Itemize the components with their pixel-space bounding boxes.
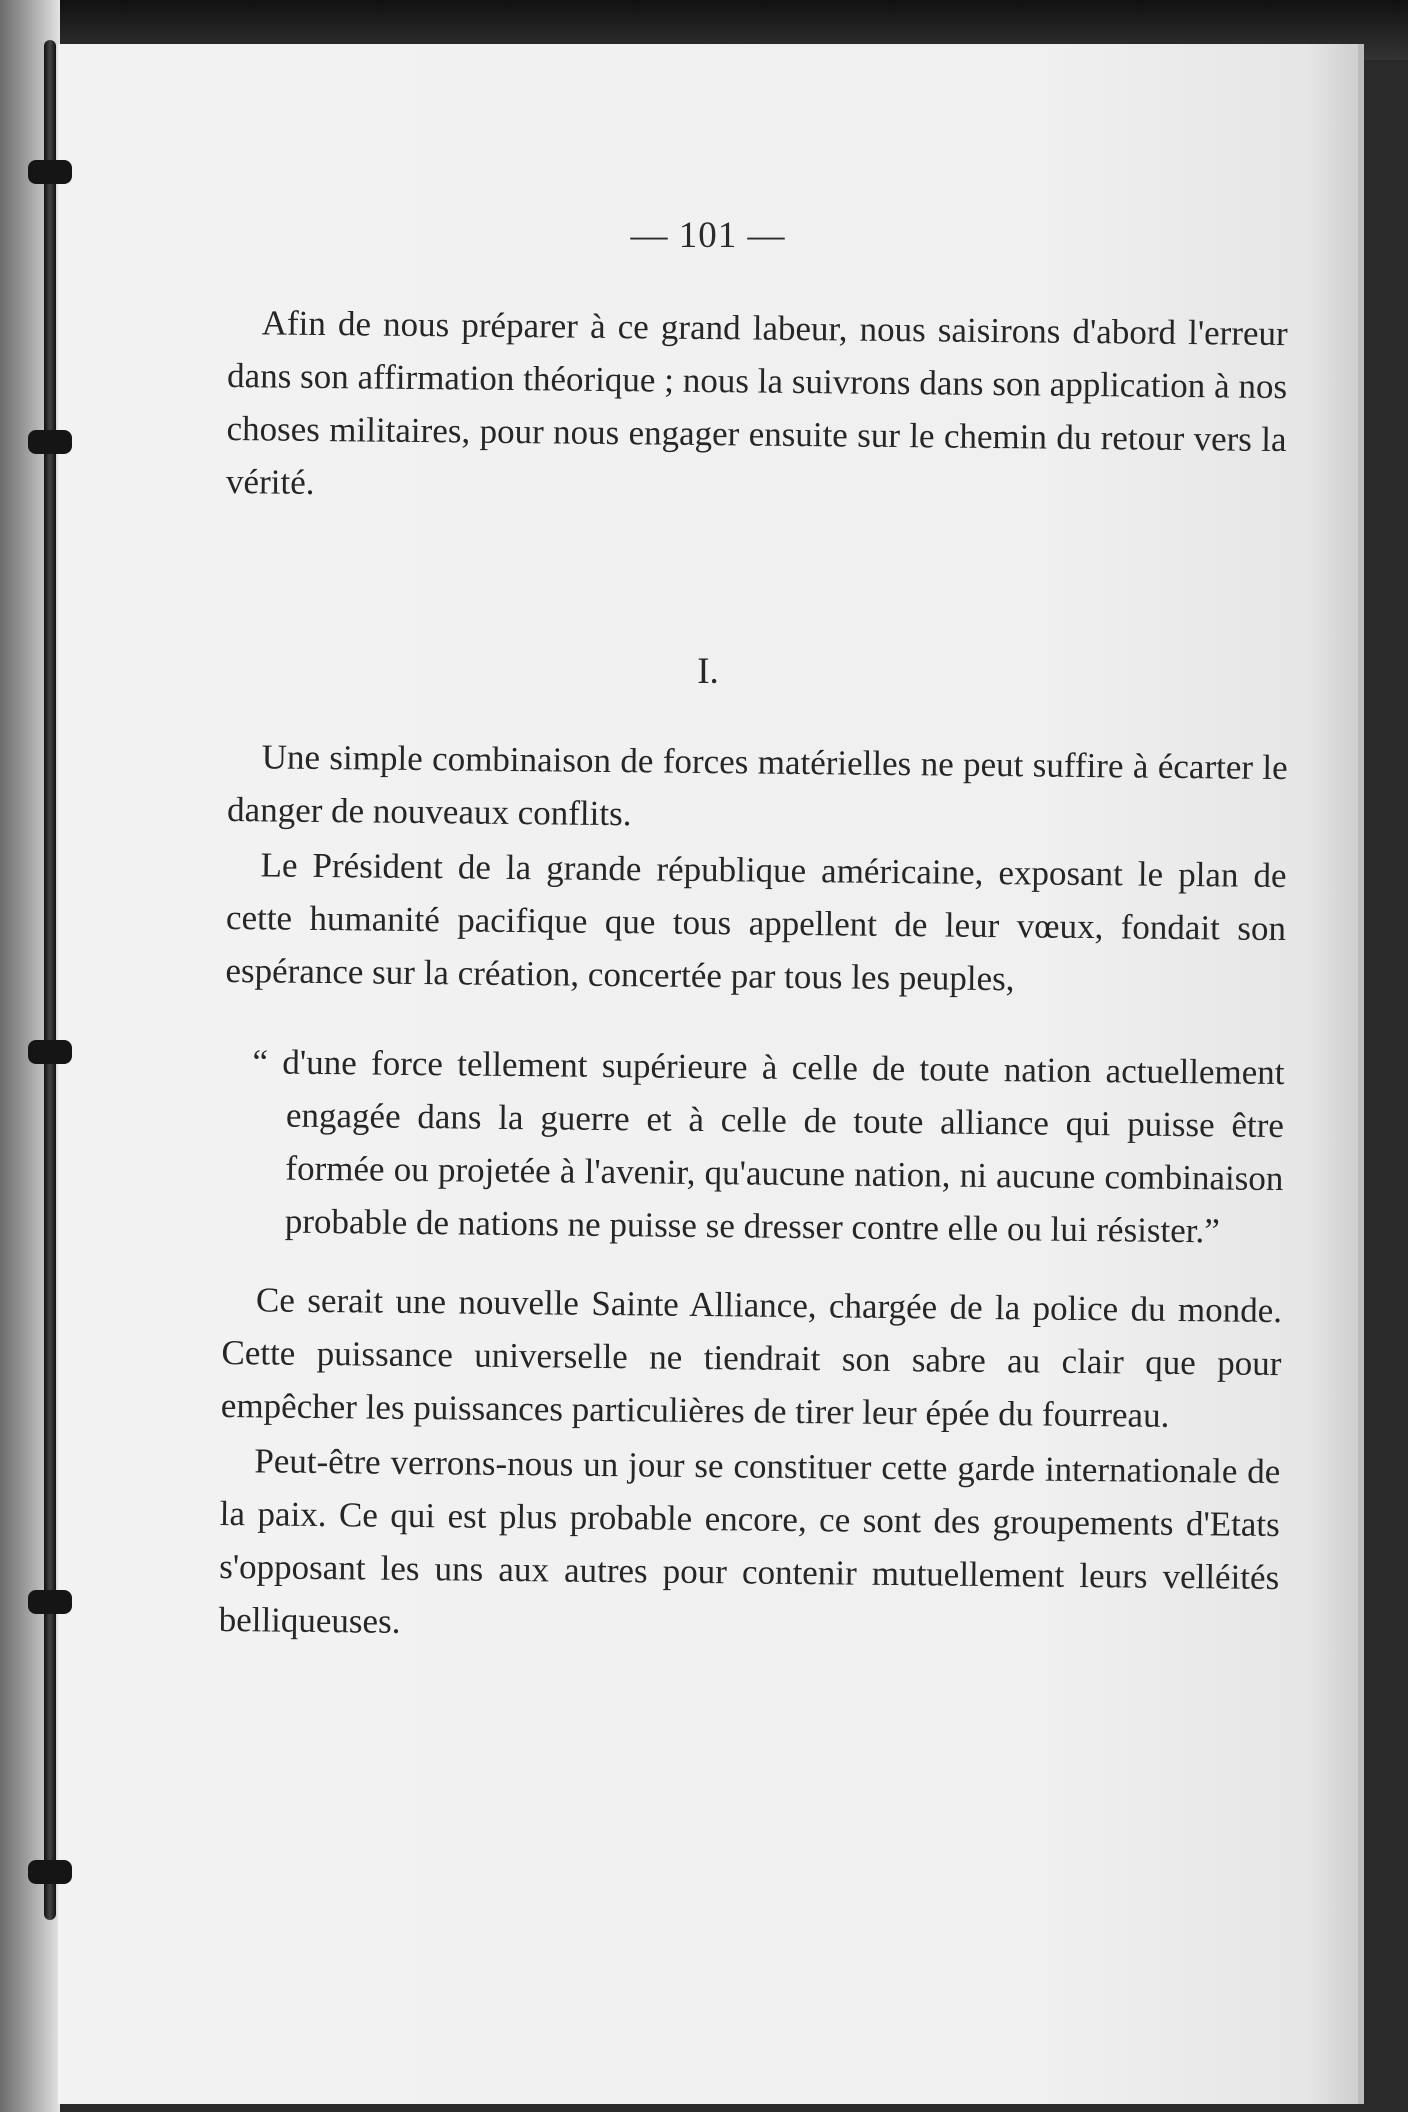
intro-text-block xyxy=(226,296,1288,521)
binding-stitch xyxy=(28,1590,72,1614)
binding-stitch xyxy=(28,160,72,184)
binding-stitch xyxy=(28,430,72,454)
section-heading: I. xyxy=(697,651,719,692)
binding-stitch xyxy=(28,1040,72,1064)
binding-stitch xyxy=(28,1860,72,1884)
paragraph: Une simple combinaison de forces matérielles ne peut suffire à écarter le danger de nouveaux conflits. xyxy=(226,737,1288,834)
block-quote: “ d'une force tellement supérieure à celle de toute nation actuellement engagée dans la guerre et à celle de toute alliance qui puisse être formée ou projetée à l'avenir, qu'aucune nation, ni aucune combinaison probable de nations ne puisse se dresser contre elle ou lui résister.” xyxy=(252,1042,1285,1251)
main-text-block xyxy=(218,730,1288,1659)
intro-paragraph: Afin de nous préparer à ce grand labeur, nous saisirons d'abord l'erreur dans son affirmation théorique ; nous la suivrons dans son application à nos choses militaires, pour nous engager ensuite sur le chemin du retour vers la vérité. xyxy=(225,303,1288,502)
book-page xyxy=(58,44,1364,2104)
paragraph: Peut-être verrons-nous un jour se constituer cette garde internationale de la paix. Ce qui est plus probable encore, ce sont des groupements d'Etats s'opposant les uns aux autres pour contenir mutuellement leurs velléités belliqueuses. xyxy=(218,1441,1281,1641)
paragraph: Le Président de la grande république américaine, exposant le plan de cette humanité pacifique que tous appellent de leur vœux, fondait son espérance sur la création, concertée par tous les peuples, xyxy=(225,845,1287,999)
paragraph: Ce serait une nouvelle Sainte Alliance, chargée de la police du monde. Cette puissance universelle ne tiendrait son sabre au clair que pour empêcher les puissances particulières de tirer leur épée du fourreau. xyxy=(220,1280,1283,1435)
page-number: — 101 — xyxy=(630,215,786,256)
binding-thread xyxy=(44,40,56,1920)
